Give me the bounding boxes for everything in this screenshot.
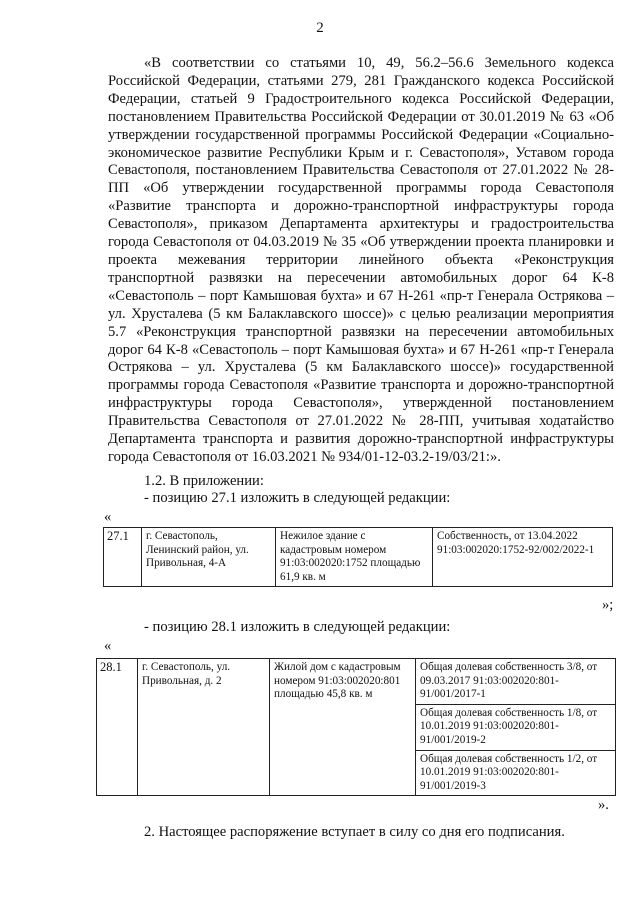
instruction-27: - позицию 27.1 изложить в следующей редакции:	[144, 490, 451, 506]
rights-cell: Собственность, от 13.04.2022 91:03:002020:1752-92/002/2022-1	[433, 528, 613, 587]
item-1-2: 1.2. В приложении:	[144, 473, 264, 489]
rights-cell: Общая долевая собственность 1/8, от 10.01.2019 91:03:002020:801-91/001/2019-2	[416, 704, 616, 750]
position-number: 28.1	[97, 659, 138, 796]
item-2: 2. Настоящее распоряжение вступает в силу со дня его подписания.	[144, 824, 565, 840]
table-position-27	[103, 527, 613, 587]
open-quote-27: «	[104, 509, 112, 525]
rights-cell: Общая долевая собственность 1/2, от 10.01.2019 91:03:002020:801-91/001/2019-3	[416, 750, 616, 796]
rights-cell: Общая долевая собственность 3/8, от 09.03.2017 91:03:002020:801-91/001/2017-1	[416, 659, 616, 705]
table-position-28	[96, 658, 616, 796]
object-cell: Жилой дом с кадастровым номером 91:03:002020:801 площадью 45,8 кв. м	[270, 659, 416, 796]
open-quote-28: «	[104, 638, 112, 654]
page-number: 2	[316, 20, 324, 36]
address-cell: г. Севастополь, ул. Привольная, д. 2	[138, 659, 270, 796]
close-quote-27: »;	[602, 597, 614, 613]
table-row	[97, 659, 616, 705]
main-paragraph: «В соответствии со статьями 10, 49, 56.2–56.6 Земельного кодекса Российской Федерации, статьями 279, 281 Гражданского кодекса Российской Федерации, статьей 9 Градостроительного кодекса Российской Федерации, постановлением Правительства Российской Федерации от 30.01.2019 № 63 «Об утверждении государственной программы Российской Федерации «Социально-экономическое развитие Республики Крым и г. Севастополя», Уставом города Севастополя, постановлением Правительства Севастополя от 27.01.2022 № 28-ПП «Об утверждении государственной программы города Севастополя «Развитие транспорта и дорожно-транспортной инфраструктуры города Севастополя», приказом Департамента архитектуры и градостроительства города Севастополя от 04.03.2019 № 35 «Об утверждении проекта планировки и проекта межевания территории линейного объекта «Реконструкция транспортной развязки на пересечении автомобильных дорог 64 К-8 «Севастополь – порт Камышовая бухта» и 67 Н-261 «пр-т Генерала Острякова – ул. Хрусталева (5 км Балаклавского шоссе)» с целью реализации мероприятия 5.7 «Реконструкция транспортной развязки на пересечении автомобильных дорог 64 К-8 «Севастополь – порт Камышовая бухта» и 67 Н-261 «пр-т Генерала Острякова – ул. Хрусталева (5 км Балаклавского шоссе)» государственной программы города Севастополя «Развитие транспорта и дорожно-транспортной инфраструктуры города Севастополя», утвержденной постановлением Правительства Севастополя от 27.01.2022 № 28-ПП, учитывая ходатайство Департамента транспорта и развития дорожно-транспортной инфраструктуры города Севастополя от 16.03.2021 № 934/01-12-03.2-19/03/21:».	[108, 55, 614, 465]
instruction-28: - позицию 28.1 изложить в следующей редакции:	[144, 619, 451, 635]
table-row	[104, 528, 613, 587]
position-number: 27.1	[104, 528, 142, 587]
object-cell: Нежилое здание с кадастровым номером 91:03:002020:1752 площадью 61,9 кв. м	[276, 528, 433, 587]
address-cell: г. Севастополь, Ленинский район, ул. Привольная, 4-А	[142, 528, 276, 587]
close-quote-28: ».	[598, 797, 609, 813]
